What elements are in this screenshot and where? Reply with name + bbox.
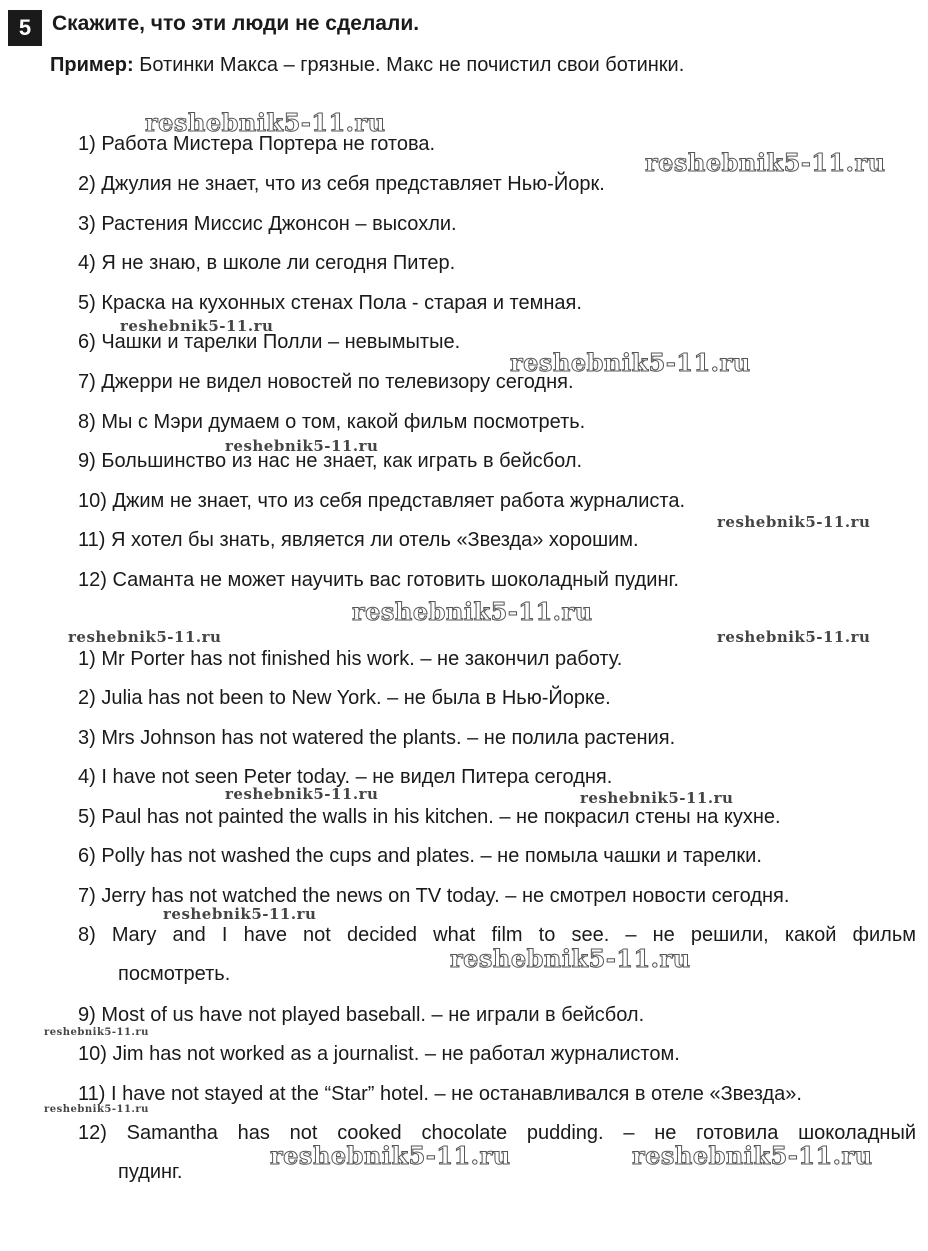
answer-item-continuation: посмотреть. bbox=[118, 963, 231, 985]
watermark: reshebnik5-11.ru bbox=[717, 513, 871, 531]
watermark: reshebnik5-11.ru bbox=[352, 597, 593, 626]
example-sentence bbox=[50, 54, 684, 77]
answer-item: 11) I have not stayed at the “Star” hotel. – не останавливался в отеле «Звезда». bbox=[78, 1083, 802, 1105]
watermark: reshebnik5-11.ru bbox=[510, 348, 751, 377]
example-text: Ботинки Макса – грязные. Макс не почистил свои ботинки. bbox=[133, 54, 685, 76]
watermark: reshebnik5-11.ru bbox=[145, 108, 386, 137]
watermark: reshebnik5-11.ru bbox=[450, 944, 691, 973]
exercise-number-badge: 5 bbox=[8, 10, 42, 46]
answer-item: 6) Polly has not washed the cups and plates. – не помыла чашки и тарелки. bbox=[78, 845, 762, 867]
answer-item: 3) Mrs Johnson has not watered the plants. – не полила растения. bbox=[78, 727, 676, 749]
answer-item-continuation: пудинг. bbox=[118, 1161, 183, 1183]
watermark: reshebnik5-11.ru bbox=[580, 789, 734, 807]
answer-item: 2) Julia has not been to New York. – не была в Нью-Йорке. bbox=[78, 687, 611, 709]
statement-item: 5) Краска на кухонных стенах Пола - старая и темная. bbox=[78, 292, 582, 314]
statement-item: 8) Мы с Мэри думаем о том, какой фильм посмотреть. bbox=[78, 411, 586, 433]
answer-item: 12) Samantha has not cooked chocolate pudding. – не готовила шоколадный bbox=[78, 1122, 916, 1144]
watermark: reshebnik5-11.ru bbox=[163, 905, 317, 923]
example-label: Пример: bbox=[50, 54, 134, 76]
statement-item: 7) Джерри не видел новостей по телевизору сегодня. bbox=[78, 371, 574, 393]
watermark: reshebnik5-11.ru bbox=[717, 628, 871, 646]
statement-item: 2) Джулия не знает, что из себя представляет Нью-Йорк. bbox=[78, 173, 605, 195]
watermark: reshebnik5-11.ru bbox=[225, 437, 379, 455]
statement-item: 6) Чашки и тарелки Полли – невымытые. bbox=[78, 331, 461, 353]
statement-item: 1) Работа Мистера Портера не готова. bbox=[78, 133, 436, 155]
answer-item: 7) Jerry has not watched the news on TV today. – не смотрел новости сегодня. bbox=[78, 885, 790, 907]
answer-item: 5) Paul has not painted the walls in his kitchen. – не покрасил стены на кухне. bbox=[78, 806, 781, 828]
answer-item: 4) I have not seen Peter today. – не видел Питера сегодня. bbox=[78, 766, 613, 788]
watermark: reshebnik5-11.ru bbox=[68, 628, 222, 646]
exercise-title: Скажите, что эти люди не сделали. bbox=[52, 12, 420, 35]
watermark: reshebnik5-11.ru bbox=[270, 1141, 511, 1170]
statement-item: 4) Я не знаю, в школе ли сегодня Питер. bbox=[78, 252, 456, 274]
answer-item: 9) Most of us have not played baseball. – не играли в бейсбол. bbox=[78, 1004, 645, 1026]
statement-item: 11) Я хотел бы знать, является ли отель «Звезда» хорошим. bbox=[78, 529, 639, 551]
statement-item: 12) Саманта не может научить вас готовить шоколадный пудинг. bbox=[78, 569, 679, 591]
statement-item: 10) Джим не знает, что из себя представляет работа журналиста. bbox=[78, 490, 686, 512]
watermark: reshebnik5-11.ru bbox=[632, 1141, 873, 1170]
watermark: reshebnik5-11.ru bbox=[120, 317, 274, 335]
watermark: reshebnik5-11.ru bbox=[44, 1027, 149, 1038]
answer-item: 8) Mary and I have not decided what film to see. – не решили, какой фильм bbox=[78, 924, 916, 946]
answer-item: 10) Jim has not worked as a journalist. – не работал журналистом. bbox=[78, 1043, 680, 1065]
watermark: reshebnik5-11.ru bbox=[44, 1104, 149, 1115]
watermark: reshebnik5-11.ru bbox=[225, 785, 379, 803]
statement-item: 3) Растения Миссис Джонсон – высохли. bbox=[78, 213, 457, 235]
answer-item: 1) Mr Porter has not finished his work. – не закончил работу. bbox=[78, 648, 623, 670]
statement-item: 9) Большинство из нас не знает, как играть в бейсбол. bbox=[78, 450, 583, 472]
watermark: reshebnik5-11.ru bbox=[645, 148, 886, 177]
